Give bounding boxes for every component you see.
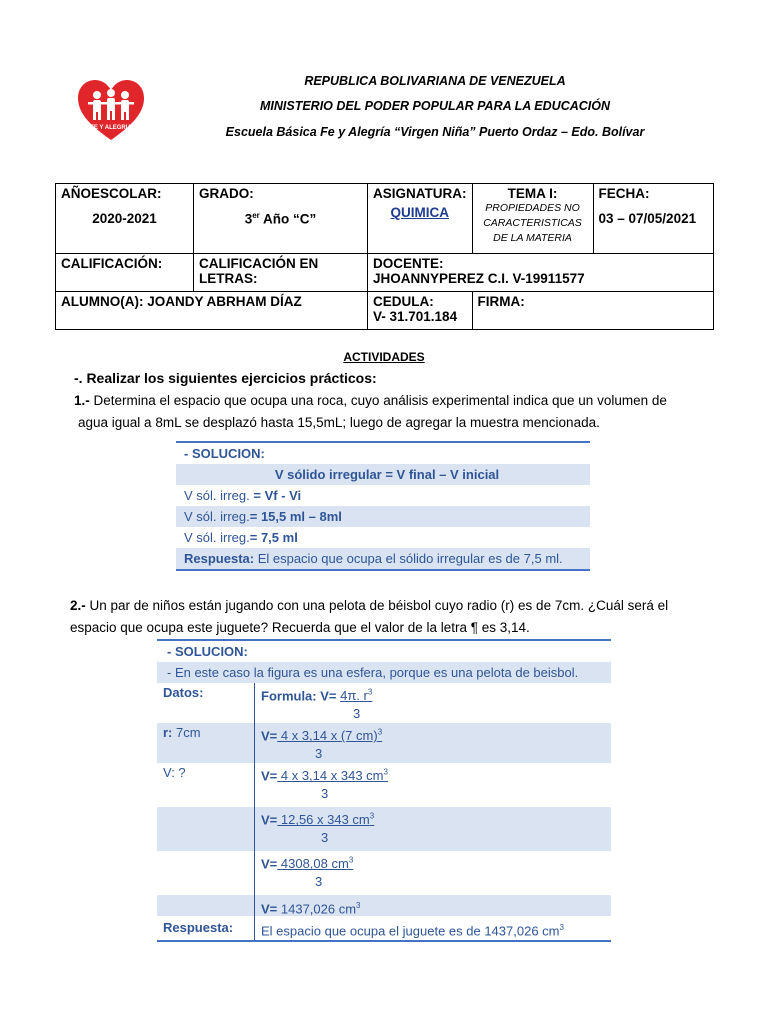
solution-2-title: - SOLUCION: [157,639,611,662]
actividades-title: ACTIVIDADES [343,350,425,364]
alumno-cell [56,292,368,330]
solution-1-row-1: V sól. irreg. = Vf - Vi [184,488,302,503]
grado-label: GRADO: [199,186,254,201]
step-5-cell: V= 1437,026 $cm^3$ [261,901,361,917]
solution-1-answer: Respuesta: El espacio que ocupa el sólido irregular es de 7,5 ml. [176,548,590,571]
alumno-label: ALUMNO(A): JOANDY ABRHAM DÍAZ [61,294,302,309]
calificacion-letras-cell [194,254,368,292]
asignatura-cell [368,184,473,254]
solution-2-row-step3 [157,807,611,851]
header-line-3: Escuela Básica Fe y Alegría “Virgen Niña” Puerto Ordaz – Edo. Bolívar [225,125,645,139]
header-line-2: MINISTERIO DEL PODER POPULAR PARA LA EDUCACIÓN [259,99,611,113]
docente-label: DOCENTE: [373,256,444,271]
anio-label: AÑOESCOLAR: [61,186,162,201]
solution-1-row-3: V sól. irreg.= 7,5 ml [184,530,298,545]
v-label: V: ? [157,763,255,807]
docente-cell [368,254,714,292]
r-label: r: 7cm [157,723,255,763]
solution-1-row-2: V sól. irreg.= 15,5 ml – 8ml [176,506,590,527]
solution-2-row-r [157,723,611,763]
calificacion-cell [56,254,194,292]
solution-2-note: - En este caso la figura es una esfera, porque es una pelota de beisbol. [157,662,611,683]
step-4-cell: V= 4308,08 $cm^3$ 3 [261,856,354,890]
solution-2-row-datos [157,683,611,723]
header-line-1: REPUBLICA BOLIVARIANA DE VENEZUELA [304,74,566,88]
step-1-cell: V= 4 x 3,14 x (7 cm)$^3$ 3 [261,728,383,762]
intro-text: -. Realizar los siguientes ejercicios prácticos: [74,370,377,386]
svg-text:FE Y ALEGRIA: FE Y ALEGRIA [90,125,132,131]
anio-cell [56,184,194,254]
solution-1-title: - SOLUCION: [176,441,590,464]
cedula-cell [368,292,473,330]
tema-cell [472,184,593,254]
solution-2-answer [157,916,611,942]
exercise-1-text: 1.- Determina el espacio que ocupa una roca, cuyo análisis experimental indica que un volumen de [74,393,667,408]
solution-2-row-step4 [157,851,611,895]
asignatura-link[interactable]: QUIMICA [390,205,449,220]
grado-value: 3er Año “C” [244,211,317,227]
solution-2-table [157,639,611,942]
fecha-value: 03 – 07/05/2021 [598,211,697,226]
firma-label: FIRMA: [477,294,525,309]
formula-cell: Formula: V= 4π. $r^3$ 3 [261,688,373,722]
anio-value: 2020-2021 [92,211,157,226]
fe-y-alegria-logo [78,80,144,142]
grado-cell [194,184,368,254]
tema-value: PROPIEDADES NO CARACTERISTICAS DE LA MATERIA [483,202,582,244]
datos-label: Datos: [157,683,255,723]
fecha-label: FECHA: [598,186,650,201]
step-3-cell: V= 12,56 x 343 $cm^3$ 3 [261,812,375,846]
solution-1-formula: V sólido irregular = V final – V inicial [176,464,590,485]
solution-2-row-v [157,763,611,807]
info-table [55,183,714,330]
exercise-2-text-2: espacio que ocupa este juguete? Recuerda que el valor de la letra ¶ es 3,14. [70,620,530,635]
cedula-label: CEDULA: [373,294,434,309]
solution-2-row-step5 [157,895,611,916]
answer-text: El espacio que ocupa el juguete es de 1437,026 $cm^3$ [261,923,564,939]
step-2-cell: V= 4 x 3,14 x 343 $cm^3$ 3 [261,768,388,802]
docente-value: JHOANNYPEREZ C.I. V-19911577 [373,271,585,286]
answer-label: Respuesta: [157,916,255,940]
fecha-cell [593,184,714,254]
calificacion-letras-label: CALIFICACIÓN EN LETRAS: [199,256,319,286]
calificacion-label: CALIFICACIÓN: [61,256,163,271]
exercise-2-text: 2.- Un par de niños están jugando con una pelota de béisbol cuyo radio (r) es de 7cm. ¿Cuál será el [70,598,669,613]
asignatura-label: ASIGNATURA: [373,186,467,201]
solution-1-table [176,441,590,571]
cedula-value: V- 31.701.184 [373,309,458,324]
exercise-1-text-2: agua igual a 8mL se desplazó hasta 15,5mL; luego de agregar la muestra mencionada. [78,415,600,430]
firma-cell [472,292,714,330]
tema-label: TEMA I: [507,186,558,201]
